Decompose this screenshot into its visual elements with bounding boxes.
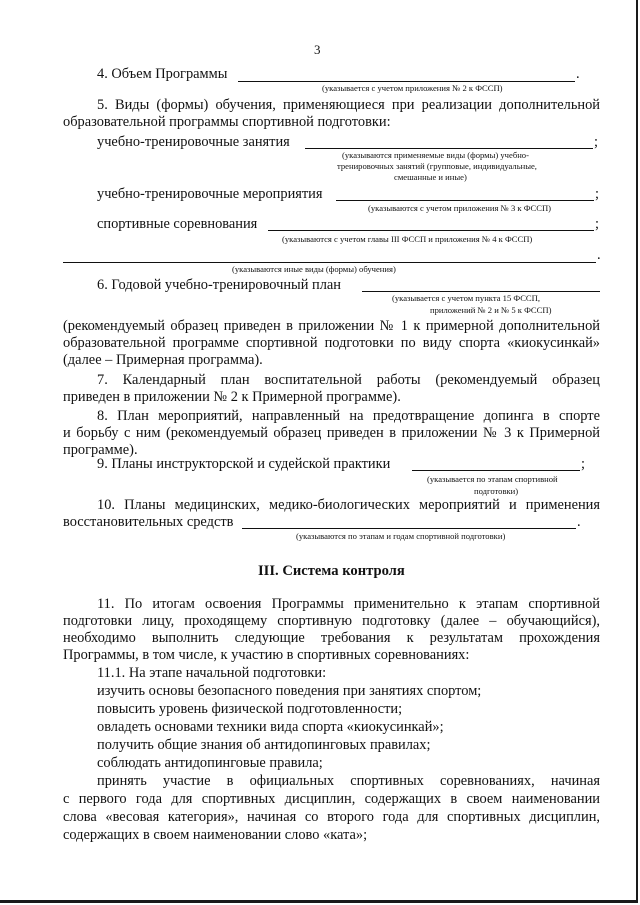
item11-sub: 11.1. На этапе начальной подготовки:	[97, 665, 327, 681]
item4-fill-line	[238, 81, 575, 82]
item11-line4: Программы, в том числе, к участию в спортивных соревнованиях:	[63, 647, 470, 663]
item8-line2: и борьбу с ним (рекомендуемый образец приведен в приложении № 3 к Примерной	[63, 425, 600, 441]
item9-fill-line	[412, 470, 580, 471]
training-sessions-hint3: смешанные и иные)	[394, 172, 467, 182]
item11-line1: 11. По итогам освоения Программы применительно к этапам спортивной	[97, 596, 600, 612]
item9-end: ;	[581, 456, 585, 472]
training-events-end: ;	[595, 186, 599, 202]
item10-fill-line	[242, 528, 576, 529]
training-sessions-fill-line	[305, 148, 593, 149]
item9-label: 9. Планы инструкторской и судейской практики	[97, 456, 391, 472]
other-forms-hint: (указываются иные виды (формы) обучения)	[232, 264, 396, 274]
item6-label: 6. Годовой учебно-тренировочный план	[97, 277, 341, 293]
item11-bullet1: изучить основы безопасного поведения при занятиях спортом;	[97, 683, 482, 699]
competitions-label: спортивные соревнования	[97, 216, 258, 232]
item11-bullet3: овладеть основами техники вида спорта «киокусинкай»;	[97, 719, 444, 735]
item8-line1: 8. План мероприятий, направленный на предотвращение допинга в спорте	[97, 408, 600, 424]
item11-bullet5: соблюдать антидопинговые правила;	[97, 755, 323, 771]
section3-title: III. Система контроля	[258, 563, 405, 579]
training-sessions-hint1: (указываются применяемые виды (формы) учебно-	[342, 150, 529, 160]
training-sessions-end: ;	[594, 134, 598, 150]
item11-bullet2: повысить уровень физической подготовленности;	[97, 701, 403, 717]
item11-line2: подготовки лицу, проходящему спортивную подготовку (далее – обучающийся),	[63, 613, 600, 629]
training-events-fill-line	[336, 200, 594, 201]
training-sessions-label: учебно-тренировочные занятия	[97, 134, 290, 150]
training-sessions-hint2: тренировочных занятий (групповые, индивидуальные,	[337, 161, 537, 171]
item10-end: .	[577, 514, 581, 530]
item6-hint1: (указывается с учетом пункта 15 ФССП,	[392, 293, 541, 303]
item7-line2: приведен в приложении № 2 к Примерной программе).	[63, 389, 401, 405]
item9-hint2: подготовки)	[474, 486, 519, 496]
item5-line2: образовательной программы спортивной подготовки:	[63, 114, 391, 130]
item11-line3: необходимо выполнить следующие требования к результатам прохождения	[63, 630, 600, 646]
competitions-fill-line	[268, 230, 594, 231]
item5-line1: 5. Виды (формы) обучения, применяющиеся при реализации дополнительной	[97, 97, 600, 113]
item11-bullet6-line3: слова «весовая категория», начиная со второго года для спортивных дисциплин,	[63, 809, 600, 825]
item6-fill-line	[362, 291, 600, 292]
item7-line1: 7. Календарный план воспитательной работы (рекомендуемый образец	[97, 372, 600, 388]
item4-label: 4. Объем Программы	[97, 66, 228, 82]
competitions-end: ;	[595, 216, 599, 232]
training-events-label: учебно-тренировочные мероприятия	[97, 186, 323, 202]
item11-bullet4: получить общие знания об антидопинговых правилах;	[97, 737, 431, 753]
item11-bullet6-line4: содержащих в своем наименовании слово «ката»;	[63, 827, 368, 843]
item6-line3: (далее – Примерная программа).	[63, 352, 263, 368]
item9-hint1: (указывается по этапам спортивной	[427, 474, 558, 484]
item6-hint2: приложений № 2 и № 5 к ФССП)	[430, 305, 552, 315]
item10-line1: 10. Планы медицинских, медико-биологических мероприятий и применения	[97, 497, 600, 513]
item11-bullet6-line2: с первого года для спортивных дисциплин, содержащих в своем наименовании	[63, 791, 600, 807]
other-forms-fill-line	[63, 262, 596, 263]
training-events-hint: (указываются с учетом приложения № 3 к ФССП)	[368, 203, 552, 213]
item10-hint: (указываются по этапам и годам спортивной подготовки)	[296, 531, 506, 541]
item11-bullet6-line1: принять участие в официальных спортивных соревнованиях, начиная	[97, 773, 600, 789]
item8-line3: программе).	[63, 442, 138, 458]
item10-label2: восстановительных средств	[63, 514, 234, 530]
item4-end: .	[576, 66, 580, 82]
item6-line1: (рекомендуемый образец приведен в приложении № 1 к примерной дополнительной	[63, 318, 600, 334]
competitions-hint: (указываются с учетом главы III ФССП и приложения № 4 к ФССП)	[282, 234, 533, 244]
item4-hint: (указывается с учетом приложения № 2 к ФССП)	[322, 83, 503, 93]
item6-line2: образовательной программе спортивной подготовки по виду спорта «киокусинкай»	[63, 335, 600, 351]
other-forms-end: .	[597, 247, 601, 263]
page-number: 3	[314, 42, 321, 57]
